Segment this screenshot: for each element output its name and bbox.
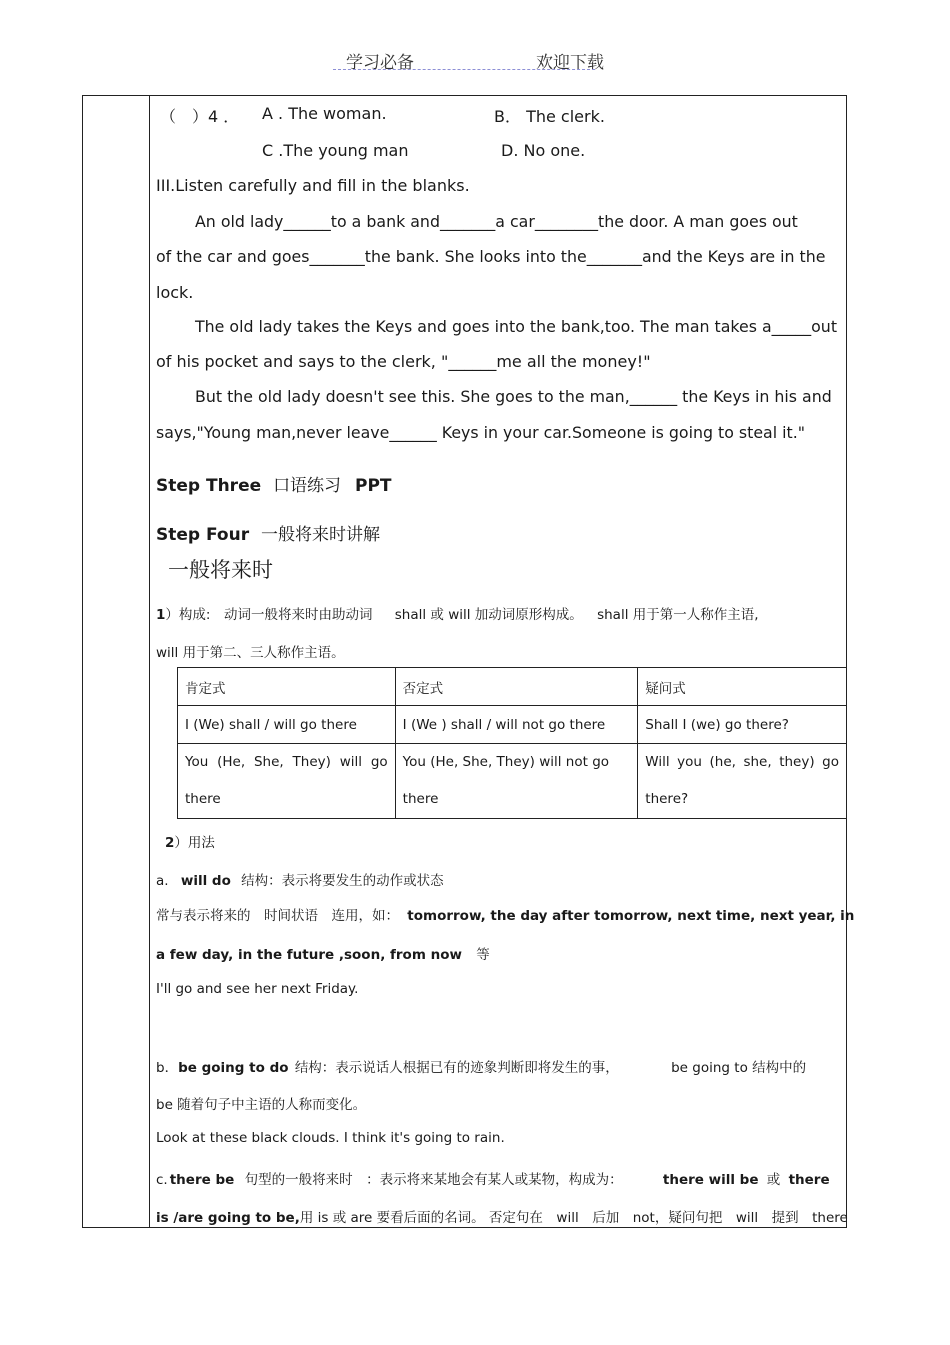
section3-title: III.Listen carefully and fill in the blanks. bbox=[156, 176, 470, 195]
step-three-suffix: PPT bbox=[354, 476, 392, 496]
usage-a-line2-bold: tomorrow, the day after tomorrow, next time, next year, in bbox=[407, 908, 855, 924]
formation-line1 bbox=[156, 603, 759, 623]
table-header-row bbox=[178, 668, 847, 706]
step-three-cn: 口语练习 bbox=[273, 476, 342, 496]
usage-b-label: b． bbox=[156, 1060, 179, 1076]
usage-label: ）用法 bbox=[174, 835, 215, 851]
p1-line3: lock. bbox=[156, 283, 194, 302]
step-four-cn: 一般将来时讲解 bbox=[261, 525, 380, 545]
formation-num: 1 bbox=[156, 607, 166, 623]
usage-a-example: I'll go and see her next Friday. bbox=[156, 981, 359, 997]
usage-b-line2: be 随着句子中主语的人称而变化。 bbox=[156, 1097, 367, 1113]
table-header-affirmative: 肯定式 bbox=[178, 668, 396, 706]
q4-paren: （ ）4 ． bbox=[160, 107, 240, 126]
table-cell: I (We ) shall / will not go there bbox=[395, 706, 638, 744]
usage-b-bold: be going to do bbox=[178, 1060, 289, 1076]
usage-c-bold3: there bbox=[788, 1172, 830, 1188]
p3-line1: But the old lady doesn't see this. She goes to the man,______ the Keys in his and bbox=[195, 387, 832, 406]
usage-c-label: c. bbox=[156, 1172, 168, 1188]
usage-c-or: 或 bbox=[766, 1172, 781, 1188]
future-tense-title: 一般将来时 bbox=[168, 558, 273, 582]
formation-text-a: ）构成: 动词一般将来时由助动词 bbox=[165, 607, 373, 623]
table-header-negative: 否定式 bbox=[395, 668, 638, 706]
usage-c-line2-bold: is /are going to be, bbox=[156, 1210, 300, 1226]
usage-a-line3-bold: a few day, in the future ,soon, from now bbox=[156, 947, 462, 963]
q4-option-a: A . The woman. bbox=[262, 104, 387, 123]
table-row bbox=[178, 706, 847, 744]
q4-option-c: C .The young man bbox=[262, 141, 409, 160]
usage-a-line2-cn: 常与表示将来的 时间状语 连用，如： bbox=[156, 908, 399, 924]
p2-line2: of his pocket and says to the clerk, "______me all the money!" bbox=[156, 352, 651, 371]
usage-c-line2-text: 用 is 或 are 要看后面的名词。 否定句在 will 后加 not，疑问句把 will 提到 there bbox=[299, 1210, 848, 1226]
usage-a-text: 结构：表示将要发生的动作或状态 bbox=[241, 873, 444, 889]
formation-line2: will 用于第二、三人称作主语。 bbox=[156, 645, 345, 661]
usage-b-example: Look at these black clouds. I think it's going to rain. bbox=[156, 1130, 505, 1146]
usage-a-bold: will do bbox=[180, 873, 231, 889]
usage-c-line1 bbox=[156, 1168, 830, 1188]
p2-line1: The old lady takes the Keys and goes into the bank,too. The man takes a_____out bbox=[195, 317, 838, 336]
usage-c-bold: there be bbox=[169, 1172, 235, 1188]
column-divider bbox=[149, 95, 150, 1228]
table-cell: You (He, She, They) will go there bbox=[178, 744, 396, 819]
formation-text-b: shall 或 will 加动词原形构成。 bbox=[394, 607, 583, 623]
header-left: 学习必备 bbox=[346, 53, 414, 73]
usage-b-text2: be going to 结构中的 bbox=[671, 1060, 807, 1076]
table-cell: I (We) shall / will go there bbox=[178, 706, 396, 744]
usage-c-text: 句型的一般将来时 ：表示将来某地会有某人或某物，构成为： bbox=[244, 1172, 623, 1188]
p3-line2: says,"Young man,never leave______ Keys in your car.Someone is going to steal it." bbox=[156, 423, 806, 442]
usage-num: 2 bbox=[165, 835, 175, 851]
usage-b-text: 结构：表示说话人根据已有的迹象判断即将发生的事， bbox=[294, 1060, 619, 1076]
table-cell: Will you (he, she, they) go there? bbox=[638, 744, 847, 819]
usage-a-label: a. bbox=[156, 873, 169, 889]
table-row bbox=[178, 744, 847, 819]
step-three-label: Step Three bbox=[156, 476, 262, 496]
table-cell: Shall I (we) go there? bbox=[638, 706, 847, 744]
step-four-label: Step Four bbox=[156, 525, 250, 545]
step-three-heading bbox=[156, 471, 392, 496]
usage-a-line3 bbox=[156, 943, 490, 963]
header-underline bbox=[333, 69, 595, 70]
usage-c-line2 bbox=[156, 1206, 848, 1226]
p1-line2: of the car and goes_______the bank. She looks into the_______and the Keys are in the bbox=[156, 247, 826, 266]
q4-option-d: D. No one. bbox=[501, 141, 586, 160]
usage-heading bbox=[165, 831, 215, 851]
p1-line1: An old lady______to a bank and_______a car________the door. A man goes out bbox=[195, 212, 798, 231]
future-tense-table bbox=[177, 667, 847, 819]
usage-c-bold2: there will be bbox=[662, 1172, 759, 1188]
table-cell: You (He, She, They) will not go there bbox=[395, 744, 638, 819]
usage-a-line3-cn: 等 bbox=[476, 947, 490, 963]
formation-text-c: shall 用于第一人称作主语, bbox=[597, 607, 759, 623]
step-four-heading bbox=[156, 520, 380, 545]
usage-a-line2 bbox=[156, 904, 854, 924]
header-right: 欢迎下载 bbox=[536, 53, 604, 73]
usage-b-line1 bbox=[156, 1056, 806, 1076]
table-header-interrogative: 疑问式 bbox=[638, 668, 847, 706]
usage-a-line1 bbox=[156, 869, 444, 889]
q4-option-b: B． The clerk. bbox=[494, 107, 605, 126]
